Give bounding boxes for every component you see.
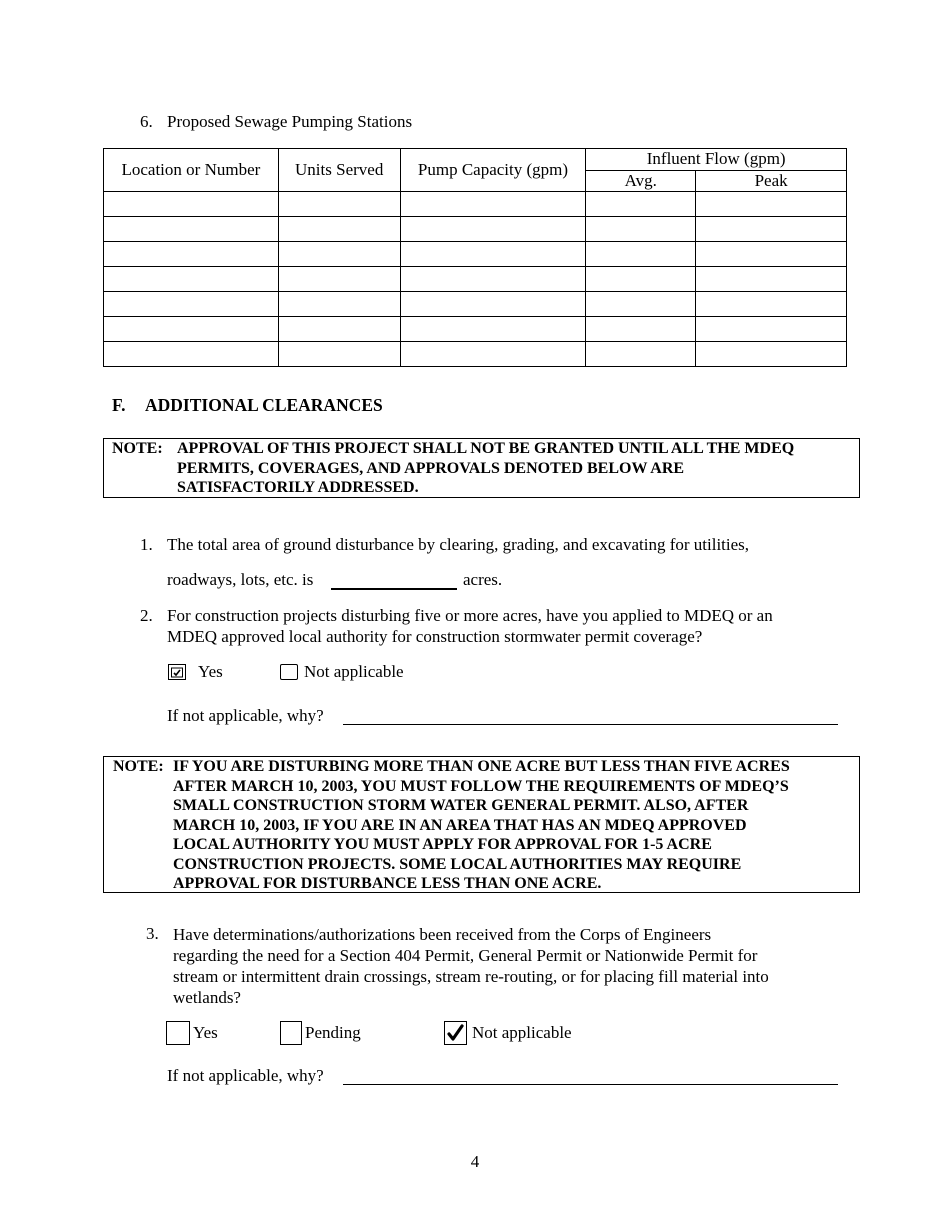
- note-label: NOTE:: [113, 758, 164, 775]
- q2-why-field[interactable]: [343, 706, 838, 725]
- note-label: NOTE:: [112, 440, 163, 457]
- col-header-location: Location or Number: [104, 149, 279, 192]
- pumping-stations-table: [103, 148, 847, 367]
- table-row: [104, 292, 847, 317]
- q3-not-applicable-label: Not applicable: [472, 1023, 572, 1042]
- q3-text-line: Have determinations/authorizations been received from the Corps of Engineers: [173, 925, 712, 944]
- cell-avg[interactable]: [586, 317, 696, 342]
- checkmark-icon: [169, 665, 185, 679]
- col-header-pump-capacity: Pump Capacity (gpm): [400, 149, 586, 192]
- note-line: LOCAL AUTHORITY YOU MUST APPLY FOR APPROVAL FOR 1-5 ACRE: [173, 836, 712, 853]
- checkmark-icon: [445, 1022, 466, 1044]
- cell-peak[interactable]: [696, 267, 847, 292]
- note-line: SMALL CONSTRUCTION STORM WATER GENERAL PERMIT. ALSO, AFTER: [173, 797, 749, 814]
- cell-pump-capacity[interactable]: [400, 292, 586, 317]
- q3-yes-label: Yes: [193, 1023, 218, 1042]
- acres-unit: acres.: [463, 570, 503, 589]
- note-line: PERMITS, COVERAGES, AND APPROVALS DENOTED BELOW ARE: [177, 459, 685, 477]
- approval-note-box: [103, 438, 860, 498]
- acres-field[interactable]: [331, 570, 457, 590]
- cell-location[interactable]: [104, 292, 279, 317]
- q3-text-line: stream or intermittent drain crossings, stream re-routing, or for placing fill material into: [173, 967, 769, 986]
- note-line: CONSTRUCTION PROJECTS. SOME LOCAL AUTHORITIES MAY REQUIRE: [173, 855, 742, 873]
- note-line: MARCH 10, 2003, IF YOU ARE IN AN AREA THAT HAS AN MDEQ APPROVED: [173, 816, 747, 834]
- table-row: [104, 217, 847, 242]
- note-line: APPROVAL FOR DISTURBANCE LESS THAN ONE ACRE.: [173, 875, 602, 892]
- cell-avg[interactable]: [586, 192, 696, 217]
- page-number: 4: [470, 1152, 480, 1171]
- cell-avg[interactable]: [586, 342, 696, 367]
- q3-why-field[interactable]: [343, 1066, 838, 1085]
- cell-pump-capacity[interactable]: [400, 192, 586, 217]
- cell-pump-capacity[interactable]: [400, 317, 586, 342]
- q3-not-applicable-checkbox[interactable]: [444, 1021, 467, 1045]
- note-text: [173, 757, 790, 894]
- cell-avg[interactable]: [586, 292, 696, 317]
- note-line: SATISFACTORILY ADDRESSED.: [177, 479, 419, 496]
- cell-location[interactable]: [104, 217, 279, 242]
- cell-avg[interactable]: [586, 217, 696, 242]
- cell-peak[interactable]: [696, 342, 847, 367]
- section-f-title: ADDITIONAL CLEARANCES: [145, 395, 383, 415]
- col-header-peak: Peak: [696, 170, 847, 192]
- q2-text-line2: MDEQ approved local authority for construction stormwater permit coverage?: [167, 627, 703, 646]
- q3-text-line: wetlands?: [173, 988, 241, 1007]
- cell-peak[interactable]: [696, 317, 847, 342]
- cell-units-served[interactable]: [278, 342, 400, 367]
- note-line: APPROVAL OF THIS PROJECT SHALL NOT BE GRANTED UNTIL ALL THE MDEQ: [177, 440, 795, 457]
- q2-not-applicable-label: Not applicable: [304, 662, 404, 681]
- cell-units-served[interactable]: [278, 192, 400, 217]
- col-header-units-served: Units Served: [278, 149, 400, 192]
- cell-peak[interactable]: [696, 292, 847, 317]
- note-line: AFTER MARCH 10, 2003, YOU MUST FOLLOW THE REQUIREMENTS OF MDEQ’S: [173, 777, 789, 795]
- section-f-letter: F.: [112, 395, 126, 415]
- cell-location[interactable]: [104, 317, 279, 342]
- q1-text-line1: The total area of ground disturbance by clearing, grading, and excavating for utilities,: [167, 535, 750, 554]
- q1-text-line2: roadways, lots, etc. is: [167, 570, 314, 589]
- q3-pending-checkbox[interactable]: [280, 1021, 302, 1045]
- q2-text-line1: For construction projects disturbing five or more acres, have you applied to MDEQ or an: [167, 606, 773, 625]
- q2-number: 2.: [140, 606, 153, 625]
- cell-pump-capacity[interactable]: [400, 217, 586, 242]
- cell-location[interactable]: [104, 242, 279, 267]
- cell-units-served[interactable]: [278, 242, 400, 267]
- cell-units-served[interactable]: [278, 217, 400, 242]
- cell-location[interactable]: [104, 267, 279, 292]
- q2-not-applicable-checkbox[interactable]: [280, 664, 298, 680]
- cell-location[interactable]: [104, 192, 279, 217]
- q3-text-line: regarding the need for a Section 404 Permit, General Permit or Nationwide Permit for: [173, 946, 758, 965]
- cell-units-served[interactable]: [278, 292, 400, 317]
- q2-why-label: If not applicable, why?: [167, 706, 324, 725]
- col-header-influent-flow: Influent Flow (gpm): [586, 149, 847, 171]
- cell-peak[interactable]: [696, 217, 847, 242]
- table-row: [104, 317, 847, 342]
- section-6-title: Proposed Sewage Pumping Stations: [167, 112, 413, 131]
- cell-pump-capacity[interactable]: [400, 242, 586, 267]
- q3-pending-label: Pending: [305, 1023, 361, 1042]
- q2-yes-checkbox[interactable]: [168, 664, 186, 680]
- cell-location[interactable]: [104, 342, 279, 367]
- q3-number: 3.: [146, 924, 159, 943]
- table-row: [104, 192, 847, 217]
- cell-pump-capacity[interactable]: [400, 267, 586, 292]
- q1-number: 1.: [140, 535, 153, 554]
- section-6-number: 6.: [140, 112, 153, 131]
- q2-yes-label: Yes: [198, 662, 223, 681]
- note-text: [177, 439, 794, 498]
- table-row: [104, 242, 847, 267]
- q3-yes-checkbox[interactable]: [166, 1021, 190, 1045]
- table-row: [104, 342, 847, 367]
- disturbance-note-box: [103, 756, 860, 893]
- col-header-avg: Avg.: [586, 170, 696, 192]
- cell-avg[interactable]: [586, 242, 696, 267]
- q3-text: [173, 924, 769, 1008]
- cell-peak[interactable]: [696, 192, 847, 217]
- note-line: IF YOU ARE DISTURBING MORE THAN ONE ACRE BUT LESS THAN FIVE ACRES: [173, 758, 790, 775]
- table-row: [104, 267, 847, 292]
- cell-pump-capacity[interactable]: [400, 342, 586, 367]
- cell-units-served[interactable]: [278, 267, 400, 292]
- cell-avg[interactable]: [586, 267, 696, 292]
- q3-why-label: If not applicable, why?: [167, 1066, 324, 1085]
- cell-peak[interactable]: [696, 242, 847, 267]
- cell-units-served[interactable]: [278, 317, 400, 342]
